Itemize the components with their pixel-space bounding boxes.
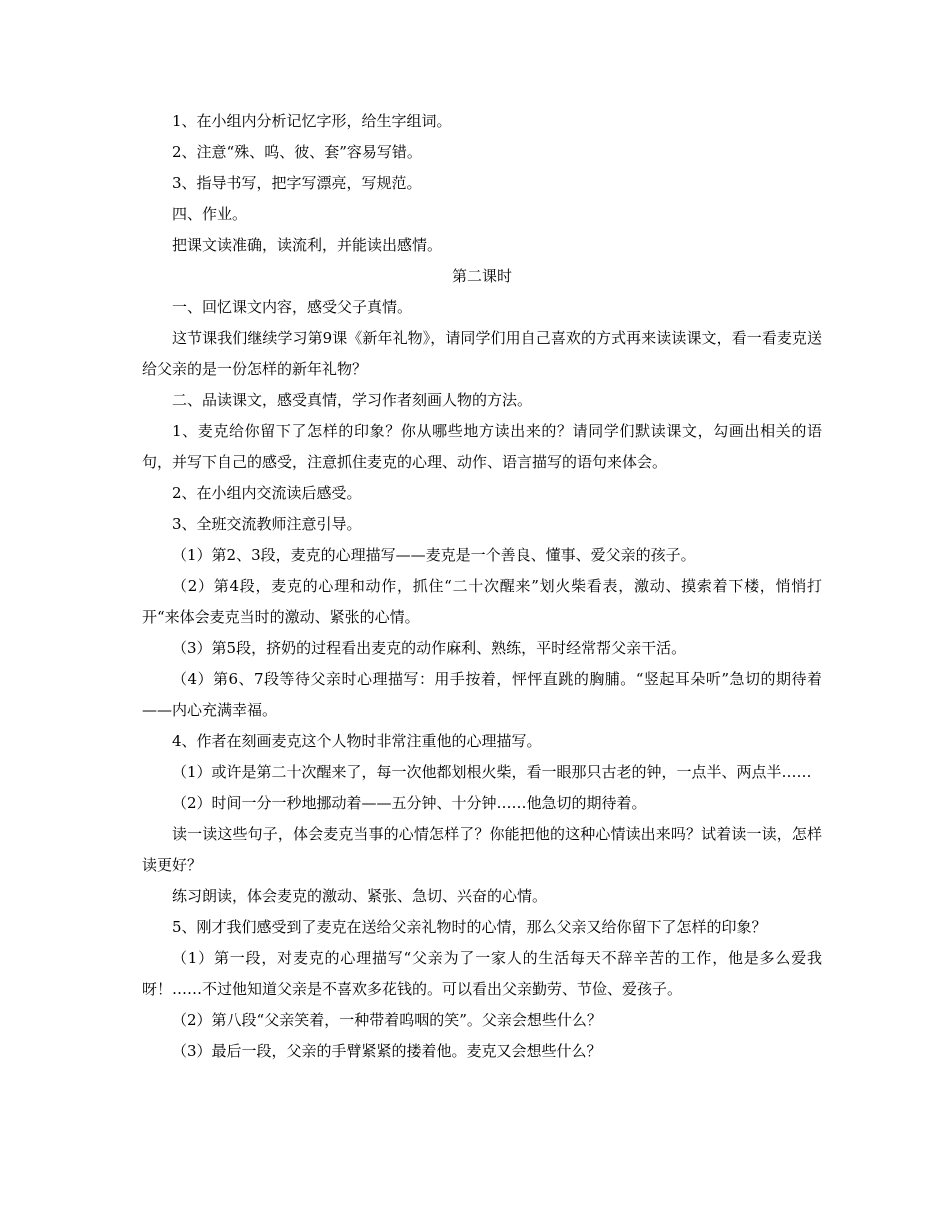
section-heading-review: 一、回忆课文内容，感受父子真情。	[172, 298, 413, 316]
document-page	[142, 106, 822, 1067]
paragraph-intro: 这节课我们继续学习第9课《新年礼物》，请同学们用自己喜欢的方式再来读读课文，看一看麦克送给父亲的是一份怎样的新年礼物？	[142, 329, 822, 378]
paragraph-5: 2、在小组内交流读后感受。	[172, 484, 362, 502]
paragraph-15: 练习朗读，体会麦克的激动、紧张、急切、兴奋的心情。	[172, 887, 548, 905]
paragraph-12: （1）或许是第二十次醒来了，每一次他都划根火柴，看一眼那只古老的钟，一点半、两点半……	[172, 763, 812, 781]
lesson-title: 第二课时	[451, 267, 512, 285]
paragraph-7: （1）第2、3段，麦克的心理描写——麦克是一个善良、懂事、爱父亲的孩子。	[172, 546, 696, 564]
paragraph-10: （4）第6、7段等待父亲时心理描写：用手按着，怦怦直跳的胸脯。“竖起耳朵听”急切的期待着——内心充满幸福。	[142, 670, 822, 719]
paragraph-1: 1、在小组内分析记忆字形，给生字组词。	[172, 112, 452, 130]
paragraph-16: 5、刚才我们感受到了麦克在送给父亲礼物时的心情，那么父亲又给你留下了怎样的印象？	[172, 918, 767, 936]
paragraph-14: 读一读这些句子，体会麦克当事的心情怎样了？你能把他的这种心情读出来吗？试着读一读，怎样读更好？	[142, 825, 822, 874]
section-heading-homework: 四、作业。	[172, 205, 248, 223]
paragraph-19: （3）最后一段，父亲的手臂紧紧的搂着他。麦克又会想些什么？	[172, 1042, 602, 1060]
paragraph-2: 2、注意“殊、呜、彼、套”容易写错。	[172, 143, 422, 161]
paragraph-4: 1、麦克给你留下了怎样的印象？你从哪些地方读出来的？请同学们默读课文，勾画出相关的语句，并写下自己的感受，注意抓住麦克的心理、动作、语言描写的语句来体会。	[142, 422, 822, 471]
paragraph-18: （2）第八段“父亲笑着，一种带着呜咽的笑”。父亲会想些什么？	[172, 1011, 602, 1029]
section-heading-reading: 二、品读课文，感受真情，学习作者刻画人物的方法。	[172, 391, 533, 409]
paragraph-homework: 把课文读准确，读流利，并能读出感情。	[172, 236, 443, 254]
paragraph-8: （2）第4段，麦克的心理和动作，抓住“二十次醒来”划火柴看表，激动、摸索着下楼，悄悄打开“来体会麦克当时的激动、紧张的心情。	[142, 577, 822, 626]
paragraph-9: （3）第5段，挤奶的过程看出麦克的动作麻利、熟练，平时经常帮父亲干活。	[172, 639, 687, 657]
paragraph-13: （2）时间一分一秒地挪动着——五分钟、十分钟……他急切的期待着。	[172, 794, 647, 812]
paragraph-3: 3、指导书写，把字写漂亮，写规范。	[172, 174, 422, 192]
paragraph-17: （1）第一段，对麦克的心理描写“父亲为了一家人的生活每天不辞辛苦的工作，他是多么爱我呀！……不过他知道父亲是不喜欢多花钱的。可以看出父亲勤劳、节俭、爱孩子。	[142, 949, 822, 998]
paragraph-11: 4、作者在刻画麦克这个人物时非常注重他的心理描写。	[172, 732, 542, 750]
paragraph-6: 3、全班交流教师注意引导。	[172, 515, 362, 533]
